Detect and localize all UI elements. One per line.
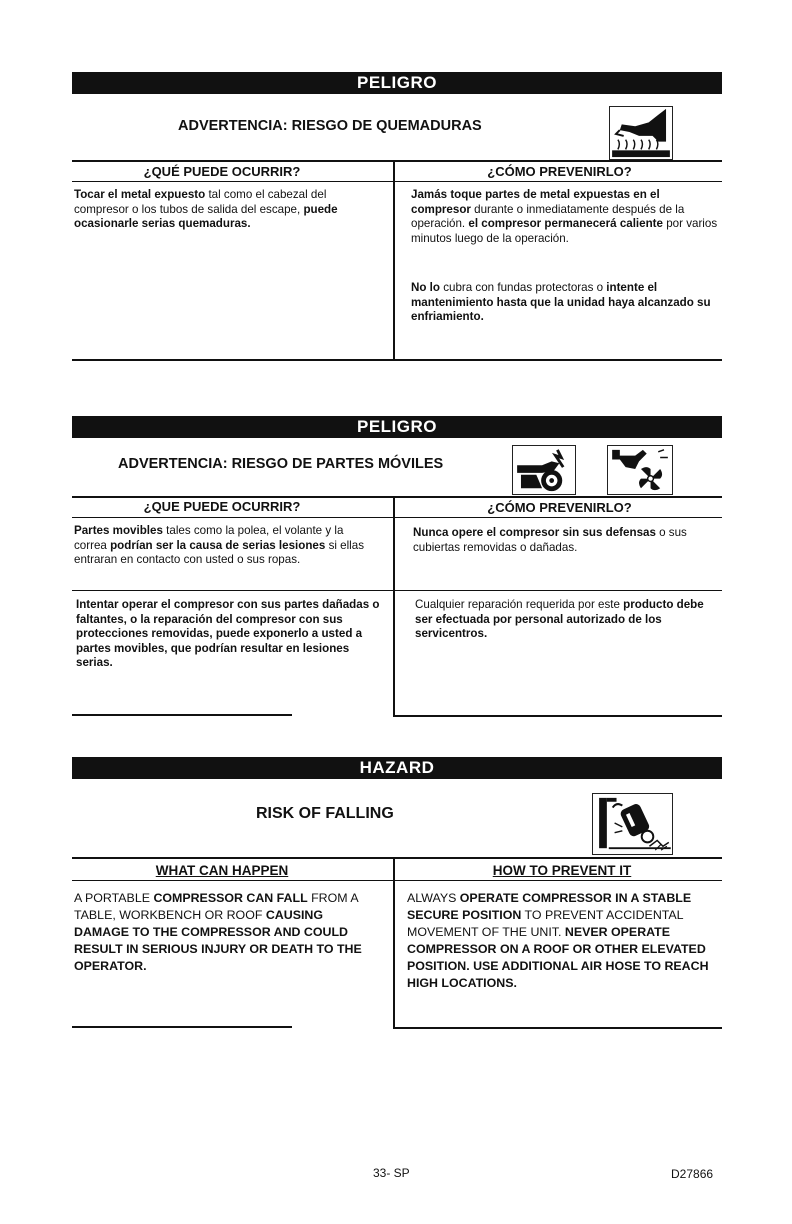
how-to-prevent-text-1 xyxy=(411,188,719,246)
moving-parts-pulley-icon xyxy=(512,445,576,495)
table-bottom-rule-right xyxy=(393,1027,722,1029)
text-run: durante o inmediatamente después de la operación. xyxy=(411,202,685,231)
how-to-prevent-text xyxy=(407,890,713,992)
col-head-what-can-happen: WHAT CAN HAPPEN xyxy=(155,863,289,878)
danger-banner: PELIGRO xyxy=(72,416,722,438)
bold-text-run: NEVER OPERATE COMPRESSOR ON A ROOF OR OTHER ELEVATED POSITION. USE ADDITIONAL AIR HOSE TO REACH HIGH LOCATIONS. xyxy=(407,925,709,990)
bold-text-run: puede ocasionarle serias quemaduras. xyxy=(74,202,338,231)
col-head-rule-right xyxy=(395,880,722,881)
bold-text-run: OPERATE COMPRESSOR IN A STABLE SECURE POSITION xyxy=(407,891,692,922)
table-bottom-rule xyxy=(72,359,722,361)
hazard-banner: HAZARD xyxy=(72,757,722,779)
bold-text-run: intente el mantenimiento hasta que la unidad haya alcanzado su enfriamiento. xyxy=(411,281,711,324)
row2-what-can-happen xyxy=(76,598,382,671)
text-run: por varios minutos luego de la operación. xyxy=(411,217,718,245)
how-to-prevent-text-2 xyxy=(411,281,719,325)
text-run: Cualquier reparación requerida por este xyxy=(415,598,624,611)
what-can-happen-text xyxy=(74,188,384,232)
text-run: FROM A TABLE, WORKBENCH OR ROOF xyxy=(74,891,358,922)
text-run: tal como el cabezal del compresor o los tubos de salida del escape, xyxy=(74,188,327,216)
bold-text-run: podrían ser la causa de serias lesiones xyxy=(110,538,326,552)
bold-text-run: producto debe ser efectuada por personal autorizado de los servicentros. xyxy=(415,598,704,641)
col-head-rule-left xyxy=(72,517,393,518)
danger-banner: PELIGRO xyxy=(72,72,722,94)
column-divider xyxy=(393,857,395,1027)
document-code: D27866 xyxy=(671,1167,714,1181)
bold-text-run: Tocar el metal expuesto xyxy=(74,188,206,201)
col-head-how-to-prevent: HOW TO PREVENT IT xyxy=(492,863,632,878)
section-moving-parts-hazard xyxy=(72,416,722,726)
text-run: A PORTABLE xyxy=(74,891,154,905)
bold-text-run: Intentar operar el compresor con sus partes dañadas o faltantes, o la reparación del compresor con sus protecciones removidas, puede exponerlo a usted a partes movibles, que podrían resultar en lesiones serias. xyxy=(76,598,380,670)
col-head-how-to-prevent: ¿CÓMO PREVENIRLO? xyxy=(487,164,632,179)
fan-blade-hand-icon xyxy=(607,445,673,495)
bold-text-run: Jamás toque partes de metal expuestas en el compresor xyxy=(411,188,660,216)
bold-text-run: Partes movibles xyxy=(74,524,163,537)
warning-title: RISK OF FALLING xyxy=(256,805,394,822)
col-head-what-can-happen: ¿QUÉ PUEDE OCURRIR? xyxy=(143,164,301,179)
col-head-what-can-happen: ¿QUE PUEDE OCURRIR? xyxy=(143,499,301,514)
table-top-rule xyxy=(72,496,722,498)
bold-text-run: COMPRESSOR CAN FALL xyxy=(153,891,308,905)
col-head-rule-right xyxy=(395,181,722,182)
page-number: 33- SP xyxy=(373,1166,410,1180)
table-bottom-rule-left xyxy=(72,714,292,716)
section-falling-hazard xyxy=(72,757,722,1037)
warning-title: ADVERTENCIA: RIESGO DE PARTES MÓVILES xyxy=(118,456,444,472)
bold-text-run: CAUSING DAMAGE TO THE COMPRESSOR AND COULD RESULT IN SERIOUS INJURY OR DEATH TO THE OPERATOR. xyxy=(74,908,362,973)
section-burn-hazard xyxy=(72,72,722,372)
warning-title: ADVERTENCIA: RIESGO DE QUEMADURAS xyxy=(178,118,482,134)
row2-how-to-prevent xyxy=(415,598,715,642)
col-head-rule-left xyxy=(72,880,393,881)
row1-what-can-happen xyxy=(74,524,374,568)
row1-how-to-prevent xyxy=(413,526,719,555)
bold-text-run: el compresor permanecerá caliente xyxy=(468,217,663,231)
text-run: o sus cubiertas removidas o dañadas. xyxy=(413,526,687,554)
what-can-happen-text xyxy=(74,890,378,975)
table-bottom-rule-left xyxy=(72,1026,292,1028)
hot-surface-burn-icon xyxy=(609,106,673,160)
text-run: cubra con fundas protectoras o xyxy=(439,281,607,294)
col-head-rule-left xyxy=(72,181,393,182)
bold-text-run: Nunca opere el compresor sin sus defensas xyxy=(413,526,656,539)
text-run: TO PREVENT ACCIDENTAL MOVEMENT OF THE UNIT. xyxy=(407,908,684,939)
falling-compressor-icon xyxy=(592,793,673,855)
table-top-rule xyxy=(72,857,722,859)
column-divider xyxy=(393,160,395,360)
col-head-rule-right xyxy=(395,517,722,518)
table-top-rule xyxy=(72,160,722,162)
column-divider xyxy=(393,496,395,716)
table-bottom-rule-right xyxy=(393,715,722,717)
bold-text-run: No lo xyxy=(411,281,440,294)
text-run: tales como la polea, el volante y la correa xyxy=(74,524,344,552)
col-head-how-to-prevent: ¿CÓMO PREVENIRLO? xyxy=(487,500,632,515)
text-run: si ellas entraran en contacto con usted o sus ropas. xyxy=(74,538,365,567)
row-divider xyxy=(72,590,722,591)
text-run: ALWAYS xyxy=(407,891,460,905)
